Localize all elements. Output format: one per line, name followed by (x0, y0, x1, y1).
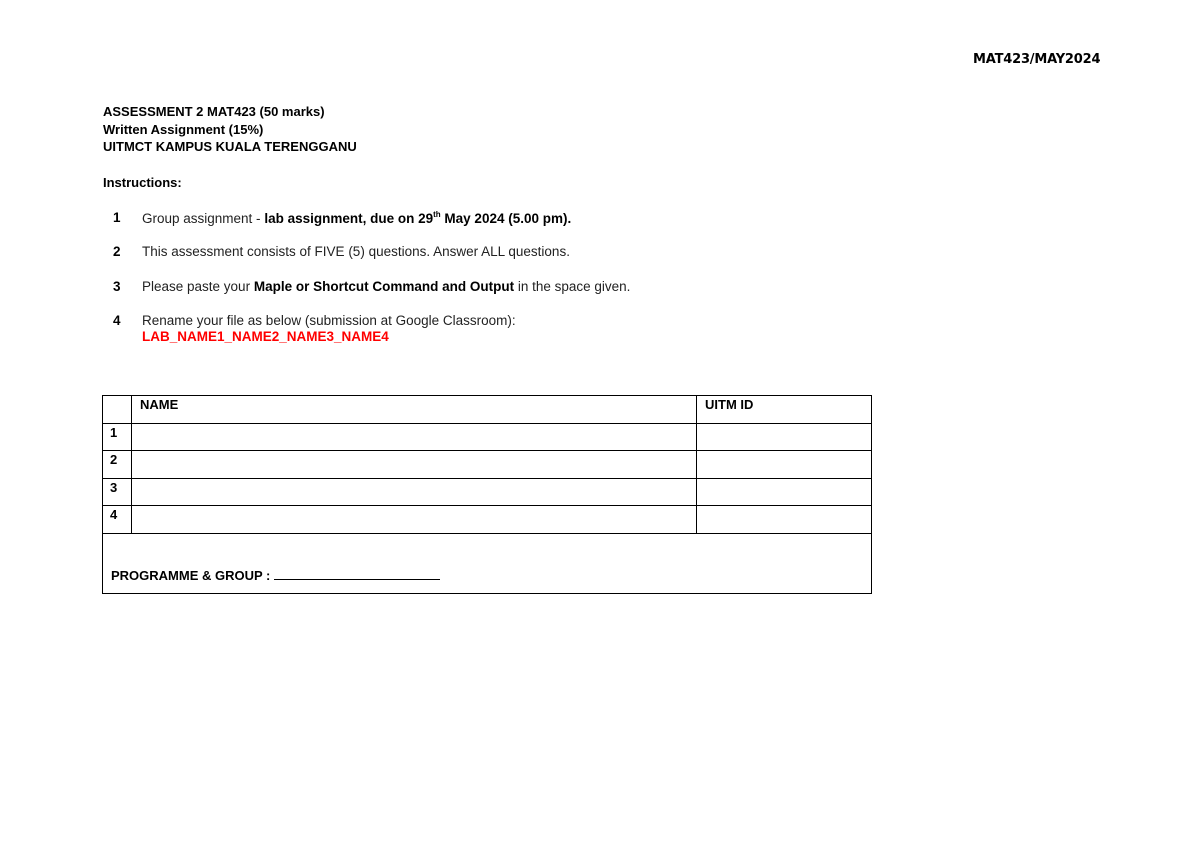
row-number: 1 (103, 423, 132, 451)
row-number: 4 (103, 506, 132, 534)
assessment-title-block (103, 103, 357, 156)
instruction-number: 4 (113, 313, 121, 328)
name-cell[interactable] (132, 451, 697, 479)
name-cell[interactable] (132, 423, 697, 451)
table-row (103, 451, 872, 479)
instruction-number: 1 (113, 210, 121, 225)
campus-name: UITMCT KAMPUS KUALA TERENGGANU (103, 139, 357, 154)
instruction-text: Group assignment - lab assignment, due on 29th May 2024 (5.00 pm). (142, 210, 572, 226)
row-number: 2 (103, 451, 132, 479)
group-member-table (102, 395, 872, 594)
assignment-type: Written Assignment (15%) (103, 121, 264, 137)
table-row (103, 478, 872, 506)
programme-group-row (103, 533, 872, 593)
instructions-heading: Instructions: (103, 175, 182, 190)
id-cell[interactable] (697, 478, 872, 506)
header-name-cell: NAME (132, 396, 697, 424)
programme-group-blank[interactable] (274, 567, 440, 580)
name-cell[interactable] (132, 506, 697, 534)
id-cell[interactable] (697, 451, 872, 479)
table-row (103, 423, 872, 451)
row-number: 3 (103, 478, 132, 506)
header-id-cell: UITM ID (697, 396, 872, 424)
file-name-format: LAB_NAME1_NAME2_NAME3_NAME4 (142, 329, 389, 344)
instruction-number: 3 (113, 279, 121, 294)
instruction-text: This assessment consists of FIVE (5) questions. Answer ALL questions. (142, 244, 570, 259)
programme-group-cell (103, 533, 872, 593)
table-row (103, 506, 872, 534)
table-header-row (103, 396, 872, 424)
header-num-cell (103, 396, 132, 424)
instruction-text: Rename your file as below (submission at Google Classroom): LAB_NAME1_NAME2_NAME3_NAME4 (142, 313, 516, 344)
programme-group-label: PROGRAMME & GROUP : (111, 567, 271, 583)
id-cell[interactable] (697, 506, 872, 534)
id-cell[interactable] (697, 423, 872, 451)
course-code-header: MAT423/MAY2024 (973, 52, 1101, 67)
instruction-text: Please paste your Maple or Shortcut Command and Output in the space given. (142, 279, 631, 294)
instruction-number: 2 (113, 244, 121, 259)
name-cell[interactable] (132, 478, 697, 506)
assessment-title: ASSESSMENT 2 MAT423 (50 marks) (103, 104, 325, 119)
